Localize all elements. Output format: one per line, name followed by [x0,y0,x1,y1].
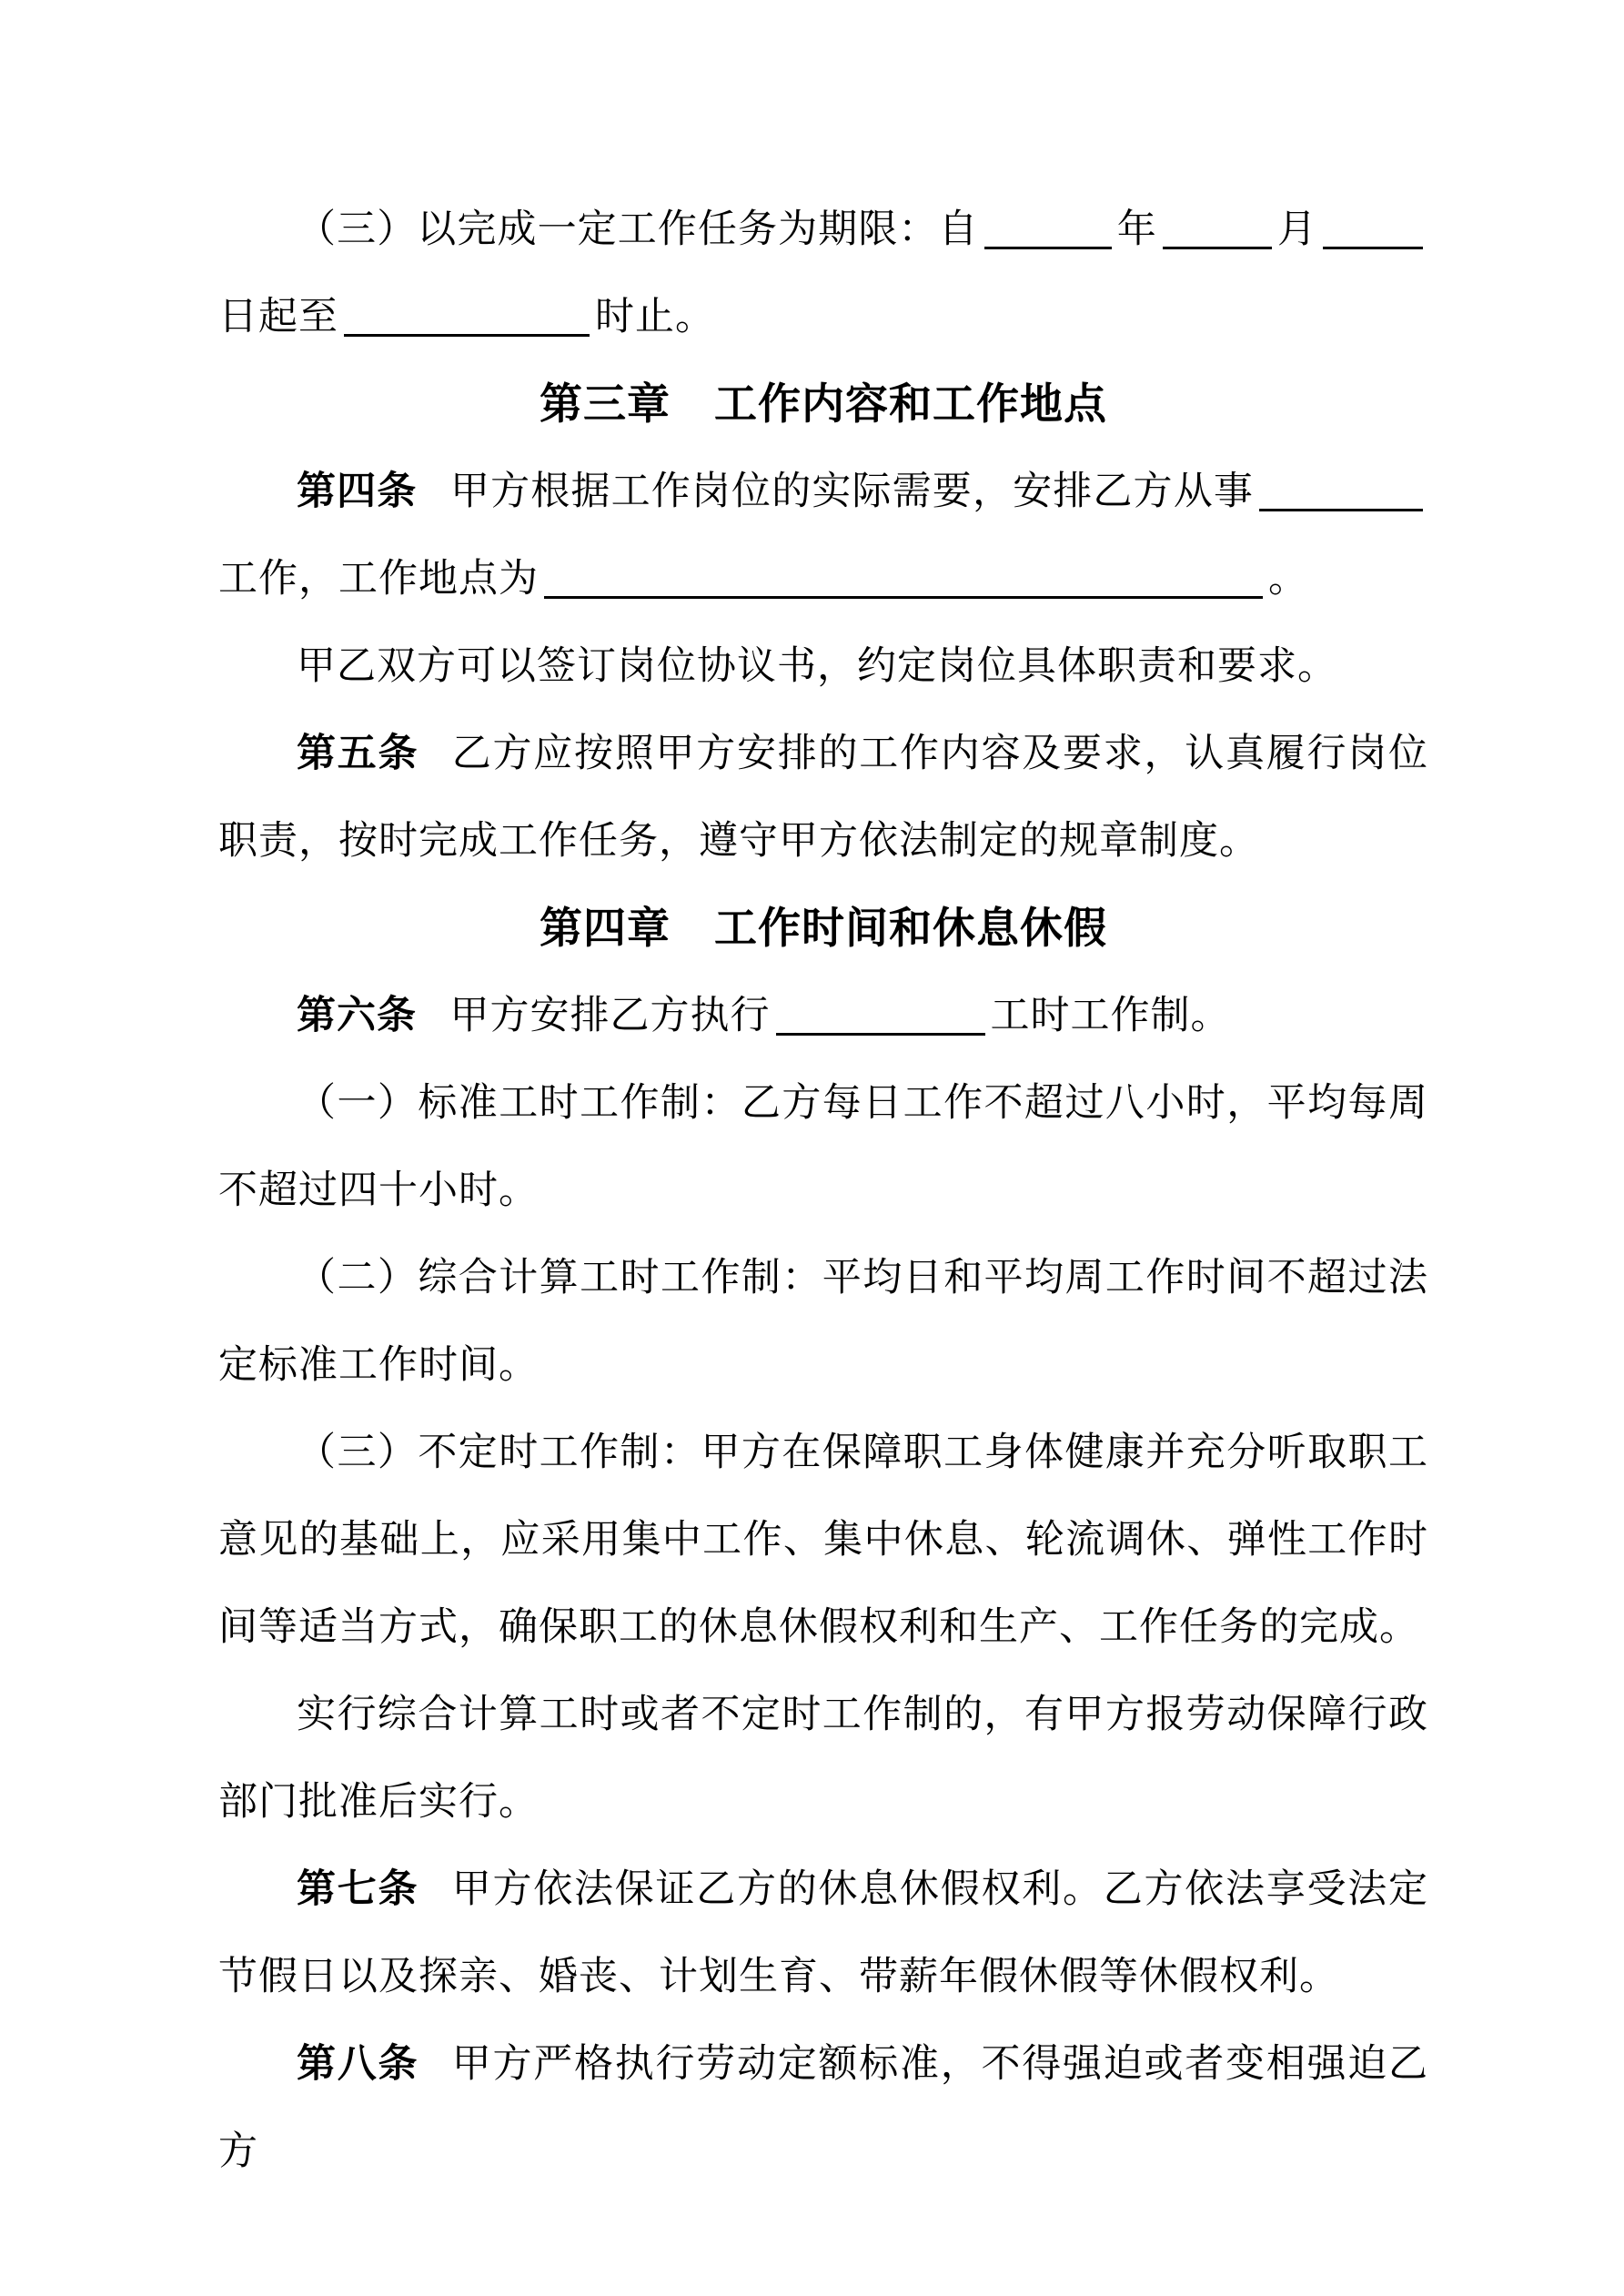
blank-workplace-field [544,585,1263,599]
article8-label: 第八条 [297,2043,419,2086]
blank-day-field [1323,236,1423,249]
clause3-to-label: 至 [298,296,338,339]
article4-text1: 甲方根据工作岗位的实际需要，安排乙方从事 [450,470,1255,513]
clause3-end-label: 时止。 [595,296,715,339]
article4-text2: 工作，工作地点为 [218,558,539,601]
article6-label: 第六条 [297,995,417,1037]
article6-text1: 甲方安排乙方执行 [449,995,771,1037]
article4-period: 。 [1268,558,1308,601]
clause3-pre-text: （三）以完成一定工作任务为期限：自 [297,208,979,251]
article5-label: 第五条 [297,733,419,775]
approval-paragraph: 实行综合计算工时或者不定时工作制的，有甲方报劳动保障行政部门批准后实行。 [218,1694,1428,1824]
blank-job-field [1259,498,1423,511]
article8-text: 甲方严格执行劳动定额标准，不得强迫或者变相强迫乙方 [218,2043,1429,2173]
blank-end-date-field [344,323,590,337]
article7-text: 甲方依法保证乙方的休息休假权利。乙方依法享受法定节假日以及探亲、婚丧、计划生育、带薪年假休假等休假权利。 [218,1868,1429,1998]
clause3-month-label: 月 [1276,208,1318,251]
blank-month-field [1163,236,1272,249]
article4-paragraph [218,449,1428,623]
working-hours-item3-paragraph: （三）不定时工作制：甲方在保障职工身体健康并充分听取职工意见的基础上，应采用集中工作、集中休息、轮流调休、弹性工作时间等适当方式，确保职工的休息休假权利和生产、工作任务的完成。 [218,1431,1428,1649]
article7-label: 第七条 [297,1868,419,1911]
article8-paragraph [218,2021,1428,2196]
clause3-term-paragraph [218,187,1428,361]
article4-label: 第四条 [297,470,418,513]
post-agreement-paragraph: 甲乙双方可以签订岗位协议书，约定岗位具体职责和要求。 [297,645,1337,688]
working-hours-item1-paragraph: （一）标准工时工作制：乙方每日工作不超过八小时，平均每周不超过四十小时。 [218,1082,1428,1212]
chapter3-heading: 第三章 工作内容和工作地点 [540,381,1107,429]
blank-working-hours-system-field [776,1022,985,1036]
article6-paragraph [218,973,1428,1060]
article6-text2: 工时工作制。 [990,995,1231,1037]
clause3-dayfrom-label: 日起 [218,296,298,339]
article5-paragraph [218,711,1428,885]
article5-text: 乙方应按照甲方安排的工作内容及要求，认真履行岗位职责，按时完成工作任务，遵守甲方依法制定的规章制度。 [218,733,1429,863]
working-hours-item2-paragraph: （二）综合计算工时工作制：平均日和平均周工作时间不超过法定标准工作时间。 [218,1257,1428,1387]
chapter4-heading: 第四章 工作时间和休息休假 [540,905,1107,953]
clause3-year-label: 年 [1116,208,1157,251]
article7-paragraph [218,1846,1428,2021]
blank-year-field [984,236,1112,249]
